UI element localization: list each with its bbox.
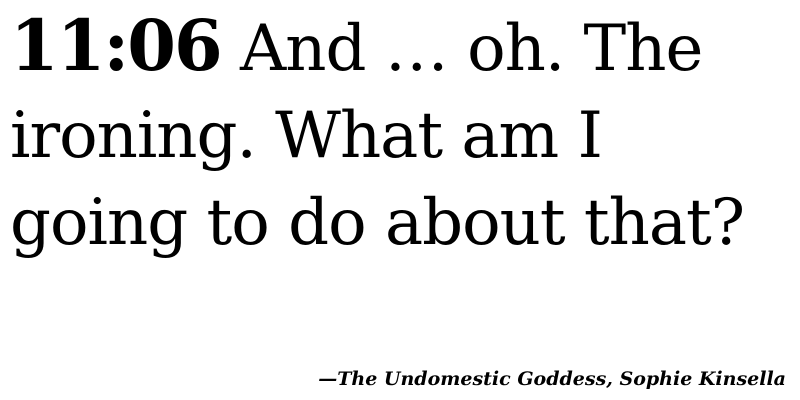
attribution — [318, 366, 786, 392]
attribution-separator: , — [606, 368, 620, 390]
time-stamp: 11:06 — [10, 4, 221, 87]
quote-text — [10, 2, 790, 267]
author-name: Sophie Kinsella — [619, 368, 786, 390]
book-title: The Undomestic Goddess — [337, 368, 607, 390]
attribution-dash: — — [318, 368, 338, 390]
quote-body: And … oh. The ironing. What am I going to do about that? — [10, 12, 744, 260]
